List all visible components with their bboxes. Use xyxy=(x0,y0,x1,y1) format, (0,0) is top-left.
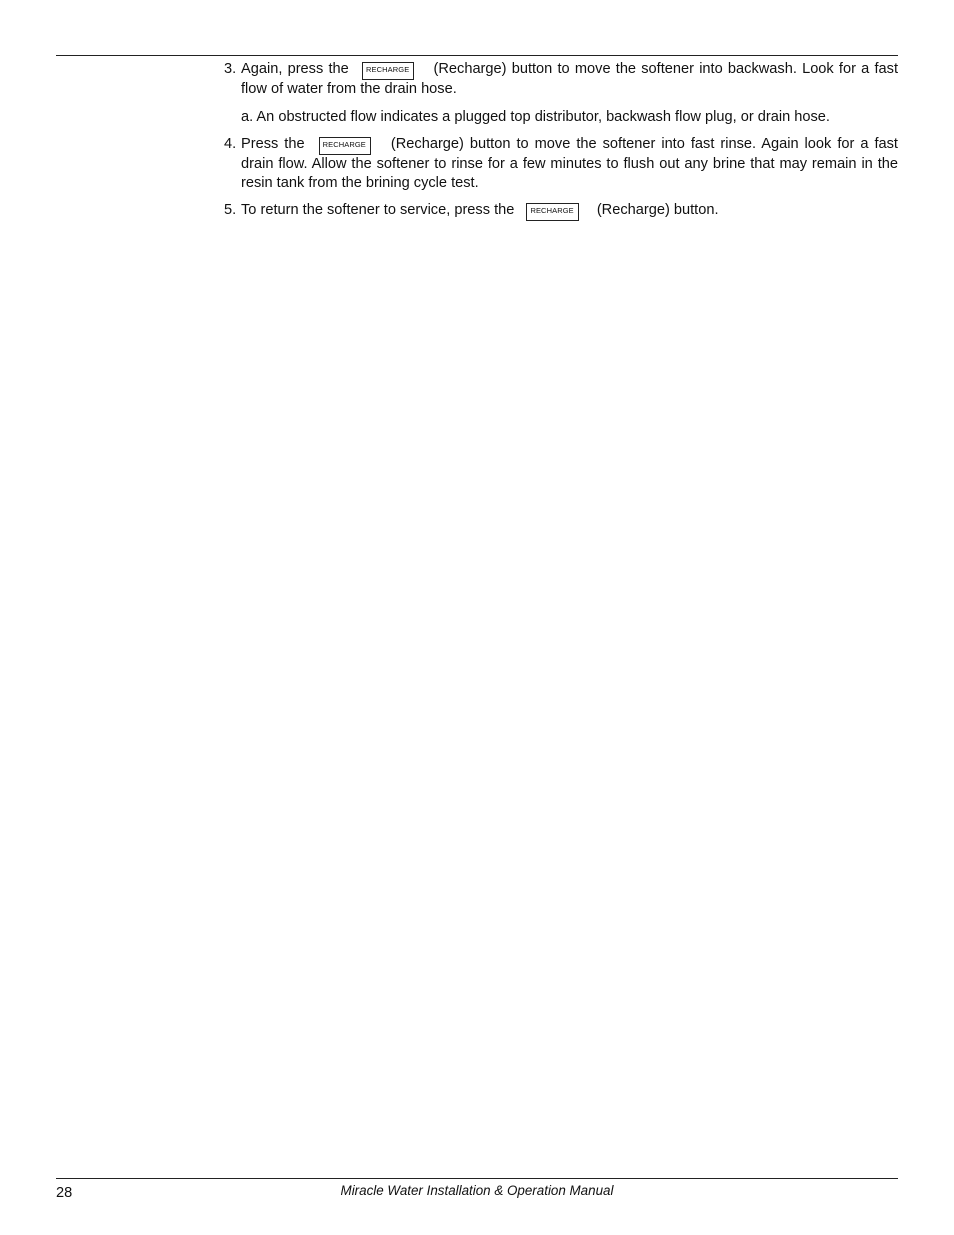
step-3 xyxy=(224,60,898,99)
step-4 xyxy=(224,135,898,192)
step-text-after: (Recharge) button to move the softener into fast rinse. Again look for a fast drain flow. Allow the softener to rinse for a few minutes to flush out any brine that may remain in the resin tank from the brining cycle test. xyxy=(241,136,898,191)
step-text-before: To return the softener to service, press the xyxy=(241,202,515,218)
header-rule xyxy=(56,55,898,56)
footer-rule xyxy=(56,1178,898,1179)
recharge-button-icon: RECHARGE xyxy=(362,62,414,80)
step-text-before: Press the xyxy=(241,136,305,152)
step-text-before: Again, press the xyxy=(241,61,349,77)
page-number: 28 xyxy=(56,1185,73,1201)
manual-title: Miracle Water Installation & Operation Manual xyxy=(340,1183,614,1198)
step-number: 5. xyxy=(224,202,237,218)
step-number: 3. xyxy=(224,61,237,77)
step-number: 4. xyxy=(224,136,237,152)
step-3a: a. An obstructed flow indicates a plugged top distributor, backwash flow plug, or drain hose. xyxy=(241,108,830,125)
step-text-after: (Recharge) button to move the softener into backwash. Look for a fast flow of water from the drain hose. xyxy=(241,61,899,97)
recharge-button-icon: RECHARGE xyxy=(526,203,578,221)
step-5 xyxy=(224,201,898,221)
step-text-after: (Recharge) button. xyxy=(596,202,719,218)
recharge-button-icon: RECHARGE xyxy=(319,137,371,155)
instructions xyxy=(224,60,898,230)
